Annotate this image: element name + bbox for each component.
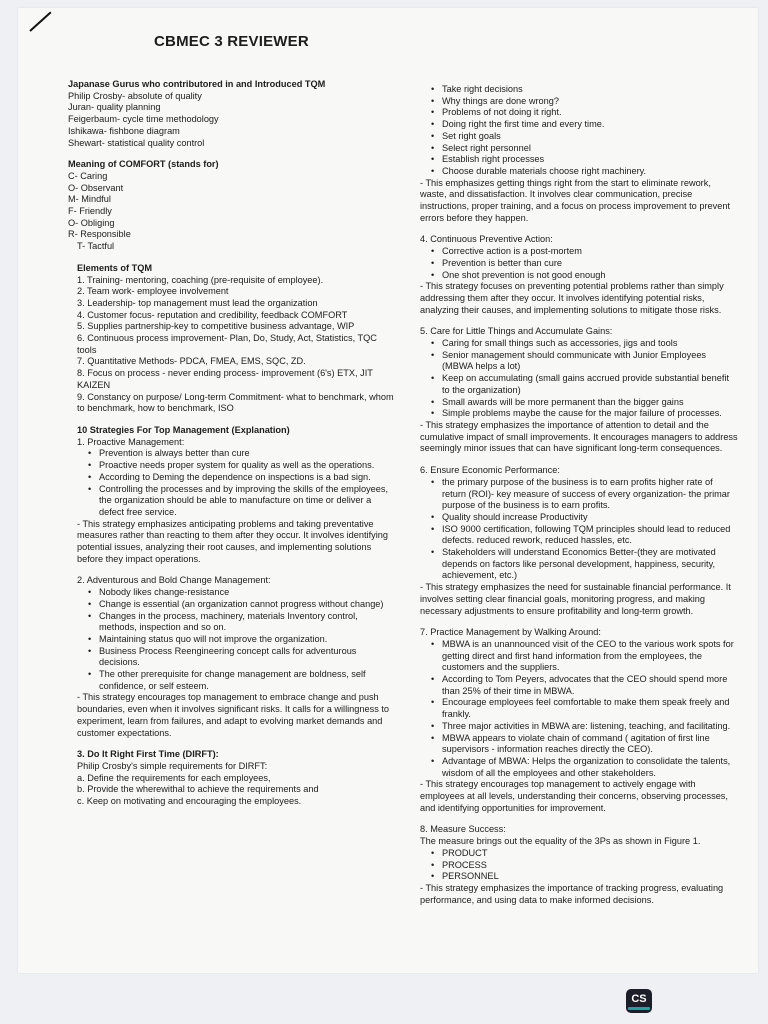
bullet-item: • One shot prevention is not good enough bbox=[442, 270, 738, 282]
guru-item: Juran- quality planning bbox=[68, 102, 161, 113]
bullet-item: • Nobody likes change-resistance bbox=[99, 587, 398, 599]
bullet-item: • Controlling the processes and by improving the skills of the employees, the organization should be able to manufacture on time or deliver a defect free service. bbox=[99, 484, 398, 519]
bullet-item: • Stakeholders will understand Economics Better-(they are motivated depends on factors like personal development, happiness, security, achievement, etc.) bbox=[442, 547, 738, 582]
strategy-7-bullets bbox=[420, 639, 738, 779]
guru-item: Ishikawa- fishbone diagram bbox=[68, 125, 180, 136]
strategy-1-bullets bbox=[77, 448, 398, 518]
gurus-heading: Japanase Gurus who contributored in and Introduced TQM bbox=[68, 79, 326, 89]
comfort-section bbox=[68, 159, 398, 253]
strategy-2-title: 2. Adventurous and Bold Change Management: bbox=[77, 575, 271, 586]
bullet-item: • Problems of not doing it right. bbox=[442, 107, 738, 119]
right-column bbox=[420, 84, 738, 906]
bullet-item: • PRODUCT bbox=[442, 848, 738, 860]
comfort-item: F- Friendly bbox=[68, 206, 112, 217]
bullet-item: • Three major activities in MBWA are: listening, teaching, and facilitating. bbox=[442, 721, 738, 733]
strategy-6-bullets bbox=[420, 477, 738, 582]
strategy-4-summary: - This strategy focuses on preventing potential problems rather than simply addressing them after they occur. It involves identifying potential risks, analyzing their causes, and implementing solutions to mitigate those risks. bbox=[420, 281, 724, 315]
guru-item: Shewart- statistical quality control bbox=[68, 137, 205, 148]
strategy-3-title: 3. Do It Right First Time (DIRFT): bbox=[77, 749, 219, 760]
bullet-item: • Select right personnel bbox=[442, 143, 738, 155]
bullet-item: • According to Tom Peyers, advocates that the CEO should spend more than 25% of their time in MBWA. bbox=[442, 674, 738, 697]
bullet-item: • Simple problems maybe the cause for the major failure of processes. bbox=[442, 408, 738, 420]
camscanner-logo-icon bbox=[626, 989, 652, 1013]
bullet-item: • Keep on accumulating (small gains accrued provide substantial benefit to the organization) bbox=[442, 373, 738, 396]
bullet-item: • Doing right the first time and every time. bbox=[442, 119, 738, 131]
strategy-6-summary: - This strategy emphasizes the need for sustainable financial performance. It involves setting clear financial goals, monitoring progress, and making necessary adjustments to ensure profitability and long-term growth. bbox=[420, 582, 731, 616]
comfort-item: C- Caring bbox=[68, 170, 108, 181]
bullet-item: • Maintaining status quo will not improve the organization. bbox=[99, 634, 398, 646]
strategies-heading: 10 Strategies For Top Management (Explanation) bbox=[77, 424, 290, 435]
strategy-8-summary: - This strategy emphasizes the importance of tracking progress, evaluating performance, and using data to make informed decisions. bbox=[420, 883, 724, 905]
bullet-item: • the primary purpose of the business is to earn profits higher rate of return (ROI)- key measure of success of every organization- the primar purpose of the business is to earn profits. bbox=[442, 477, 738, 512]
bullet-item: • Take right decisions bbox=[442, 84, 738, 96]
bullet-item: • Business Process Reengineering concept calls for adventurous decisions. bbox=[99, 646, 398, 669]
strategy-2-bullets bbox=[77, 587, 398, 692]
badge-label: CS bbox=[631, 993, 647, 1005]
bullet-item: • Change is essential (an organization cannot progress without change) bbox=[99, 599, 398, 611]
bullet-item: • Senior management should communicate with Junior Employees (MBWA helps a lot) bbox=[442, 350, 738, 373]
dirft-line: Philip Crosby's simple requirements for DIRFT: bbox=[77, 760, 268, 771]
strategy-8-title: 8. Measure Success: bbox=[420, 824, 506, 835]
bullet-item: • Proactive needs proper system for quality as well as the operations. bbox=[99, 460, 398, 472]
strategy-4-title: 4. Continuous Preventive Action: bbox=[420, 234, 553, 245]
elements-heading: Elements of TQM bbox=[77, 262, 153, 273]
dirft-line: c. Keep on motivating and encouraging the employees. bbox=[77, 796, 302, 807]
element-item: 1. Training- mentoring, coaching (pre-requisite of employee). bbox=[77, 274, 324, 285]
bullet-item: • Why things are done wrong? bbox=[442, 96, 738, 108]
page-title: CBMEC 3 REVIEWER bbox=[154, 33, 309, 50]
guru-item: Feigerbaum- cycle time methodology bbox=[68, 114, 219, 125]
strategy-3-summary: - This emphasizes getting things right from the start to eliminate rework, waste, and dissatisfaction. It involves clear communication, precise instructions, proper training, and a focus on process improvement to prevent errors before they happen. bbox=[420, 177, 730, 223]
bullet-item: • Corrective action is a post-mortem bbox=[442, 246, 738, 258]
element-item: 8. Focus on process - never ending process- improvement (6's) ETX, JIT KAIZEN bbox=[77, 368, 373, 390]
element-item: 5. Supplies partnership-key to competitive business advantage, WIP bbox=[77, 321, 355, 332]
element-item: 6. Continuous process improvement- Plan, Do, Study, Act, Statistics, TQC tools bbox=[77, 333, 377, 355]
comfort-item: R- Responsible bbox=[68, 229, 131, 240]
bullet-item: • Advantage of MBWA: Helps the organization to consolidate the talents, wisdom of all the employees and other stakeholders. bbox=[442, 756, 738, 779]
guru-item: Philip Crosby- absolute of quality bbox=[68, 90, 202, 101]
dirft-line: a. Define the requirements for each employees, bbox=[77, 772, 271, 783]
strategy-7-summary: - This strategy encourages top management to actively engage with employees at all levels, understanding their concerns, observing processes, and identifying opportunities for improvement. bbox=[420, 779, 728, 813]
comfort-item: T- Tactful bbox=[77, 241, 115, 252]
bullet-item: • PROCESS bbox=[442, 860, 738, 872]
element-item: 2. Team work- employee involvement bbox=[77, 286, 229, 297]
element-item: 7. Quantitative Methods- PDCA, FMEA, EMS, SQC, ZD. bbox=[77, 356, 306, 367]
strategy-8-intro: The measure brings out the equality of the 3Ps as shown in Figure 1. bbox=[420, 836, 701, 847]
comfort-item: O- Obliging bbox=[68, 217, 115, 228]
bullet-item: • The other prerequisite for change management are boldness, self confidence, or self esteem. bbox=[99, 669, 398, 692]
bullet-item: • Small awards will be more permanent than the bigger gains bbox=[442, 397, 738, 409]
gurus-section bbox=[68, 79, 398, 149]
strategy-5-summary: - This strategy emphasizes the importance of attention to detail and the cumulative impact of small improvements. It encourages managers to address seemingly minor issues that can have significant long-term consequences. bbox=[420, 419, 738, 454]
strategy-2-summary: - This strategy encourages top management to embrace change and push boundaries, even when it involves significant risks. It calls for a willingness to experiment, learn from failures, and adapt to evolving market demands and customer expectations. bbox=[77, 692, 390, 738]
bullet-item: • MBWA appears to violate chain of command ( agitation of first line supervisors - information reaches directly the CEO). bbox=[442, 733, 738, 756]
strategy-5-bullets bbox=[420, 338, 738, 420]
strategy-6-title: 6. Ensure Economic Performance: bbox=[420, 465, 560, 476]
element-item: 4. Customer focus- reputation and credibility, feedback COMFORT bbox=[77, 309, 348, 320]
strategy-7-title: 7. Practice Management by Walking Around: bbox=[420, 627, 601, 638]
strategies-section bbox=[68, 425, 398, 808]
bullet-item: • PERSONNEL bbox=[442, 871, 738, 883]
bullet-item: • Choose durable materials choose right machinery. bbox=[442, 166, 738, 178]
element-item: 3. Leadership- top management must lead the organization bbox=[77, 297, 318, 308]
bullet-item: • Prevention is always better than cure bbox=[99, 448, 398, 460]
strategy-5-title: 5. Care for Little Things and Accumulate Gains: bbox=[420, 326, 613, 337]
bullet-item: • Prevention is better than cure bbox=[442, 258, 738, 270]
strategy-4-bullets bbox=[420, 246, 738, 281]
strategy-3-bullets bbox=[420, 84, 738, 178]
strategy-8-bullets bbox=[420, 848, 738, 883]
dirft-line: b. Provide the wherewithal to achieve the requirements and bbox=[77, 784, 319, 795]
comfort-item: O- Observant bbox=[68, 182, 124, 193]
strategy-1-title: 1. Proactive Management: bbox=[77, 436, 185, 447]
bullet-item: • According to Deming the dependence on inspections is a bad sign. bbox=[99, 472, 398, 484]
bullet-item: • ISO 9000 certification, following TQM principles should lead to reduced defects. reduced rework, reduced hassles, etc. bbox=[442, 524, 738, 547]
bullet-item: • Quality should increase Productivity bbox=[442, 512, 738, 524]
elements-section bbox=[68, 263, 398, 415]
comfort-item: M- Mindful bbox=[68, 194, 111, 205]
bullet-item: • Establish right processes bbox=[442, 154, 738, 166]
bullet-item: • Caring for small things such as accessories, jigs and tools bbox=[442, 338, 738, 350]
bullet-item: • MBWA is an unannounced visit of the CEO to the various work spots for getting direct and first hand information from the employees, the customers and the suppliers. bbox=[442, 639, 738, 674]
comfort-heading: Meaning of COMFORT (stands for) bbox=[68, 159, 219, 170]
strategy-1-summary: - This strategy emphasizes anticipating problems and taking preventative measures rather than reacting to them after they occur. It involves identifying potential issues, analyzing their root causes, and implementing solutions before they impact operations. bbox=[77, 518, 389, 564]
element-item: 9. Constancy on purpose/ Long-term Commitment- what to benchmark, whom to benchmark, how to benchmark, ISO bbox=[77, 391, 394, 414]
bullet-item: • Set right goals bbox=[442, 131, 738, 143]
bullet-item: • Changes in the process, machinery, materials Inventory control, methods, inspection and so on. bbox=[99, 611, 398, 634]
bullet-item: • Encourage employees feel comfortable to make them speak freely and frankly. bbox=[442, 697, 738, 720]
left-column bbox=[68, 79, 398, 808]
